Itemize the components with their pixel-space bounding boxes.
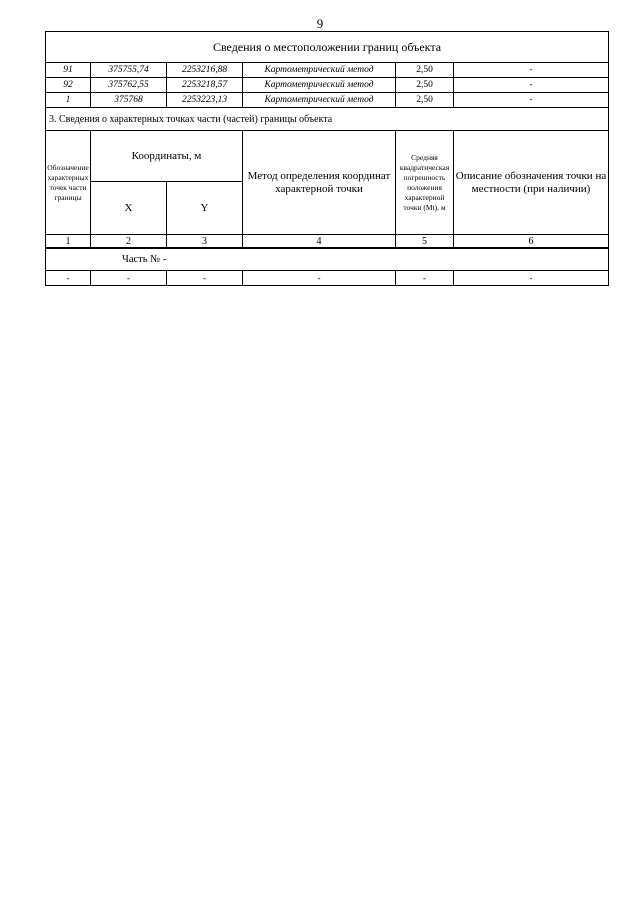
method-cell: Картометрический метод xyxy=(243,78,396,93)
accuracy-cell: 2,50 xyxy=(396,93,454,108)
y-coordinate-cell: 2253223,13 xyxy=(167,93,243,108)
table-cell: - xyxy=(243,271,396,286)
header-x: X xyxy=(91,182,167,235)
point-number-cell: 92 xyxy=(46,78,91,93)
accuracy-cell: 2,50 xyxy=(396,63,454,78)
table-row xyxy=(46,93,609,108)
part-label xyxy=(46,249,609,271)
table-row xyxy=(46,63,609,78)
section-3-title: 3. Сведения о характерных точках части (частей) границы объекта xyxy=(46,108,609,131)
y-coordinate-cell: 2253216,88 xyxy=(167,63,243,78)
column-number: 4 xyxy=(243,235,396,248)
table-row xyxy=(46,78,609,93)
description-cell: - xyxy=(454,93,609,108)
column-number: 1 xyxy=(46,235,91,248)
point-number-cell: 91 xyxy=(46,63,91,78)
part-points-table xyxy=(45,248,609,286)
column-numbers-row xyxy=(46,235,609,248)
table-cell: - xyxy=(396,271,454,286)
accuracy-cell: 2,50 xyxy=(396,78,454,93)
header-coordinates: Координаты, м xyxy=(91,131,243,182)
table-cell: - xyxy=(167,271,243,286)
boundary-points-table xyxy=(45,31,609,248)
part-number: - xyxy=(162,254,167,265)
table-cell: - xyxy=(454,271,609,286)
column-number: 5 xyxy=(396,235,454,248)
x-coordinate-cell: 375768 xyxy=(91,93,167,108)
table-row xyxy=(46,271,609,286)
table-cell: - xyxy=(91,271,167,286)
part-label-text: Часть № xyxy=(122,254,163,265)
method-cell: Картометрический метод xyxy=(243,63,396,78)
column-number: 3 xyxy=(167,235,243,248)
header-point-designation: Обозначение характерных точек части границы xyxy=(46,131,91,235)
description-cell: - xyxy=(454,63,609,78)
header-description: Описание обозначения точки на местности (при наличии) xyxy=(454,131,609,235)
header-accuracy: Средняя квадратическая погрешность положения характерной точки (Мt), м xyxy=(396,131,454,235)
table-cell: - xyxy=(46,271,91,286)
page-number: 9 xyxy=(316,16,324,31)
header-method: Метод определения координат характерной точки xyxy=(243,131,396,235)
column-number: 2 xyxy=(91,235,167,248)
section-2-title: Сведения о местоположении границ объекта xyxy=(46,32,609,63)
y-coordinate-cell: 2253218,57 xyxy=(167,78,243,93)
point-number-cell: 1 xyxy=(46,93,91,108)
column-number: 6 xyxy=(454,235,609,248)
method-cell: Картометрический метод xyxy=(243,93,396,108)
description-cell: - xyxy=(454,78,609,93)
header-y: Y xyxy=(167,182,243,235)
x-coordinate-cell: 375755,74 xyxy=(91,63,167,78)
x-coordinate-cell: 375762,55 xyxy=(91,78,167,93)
